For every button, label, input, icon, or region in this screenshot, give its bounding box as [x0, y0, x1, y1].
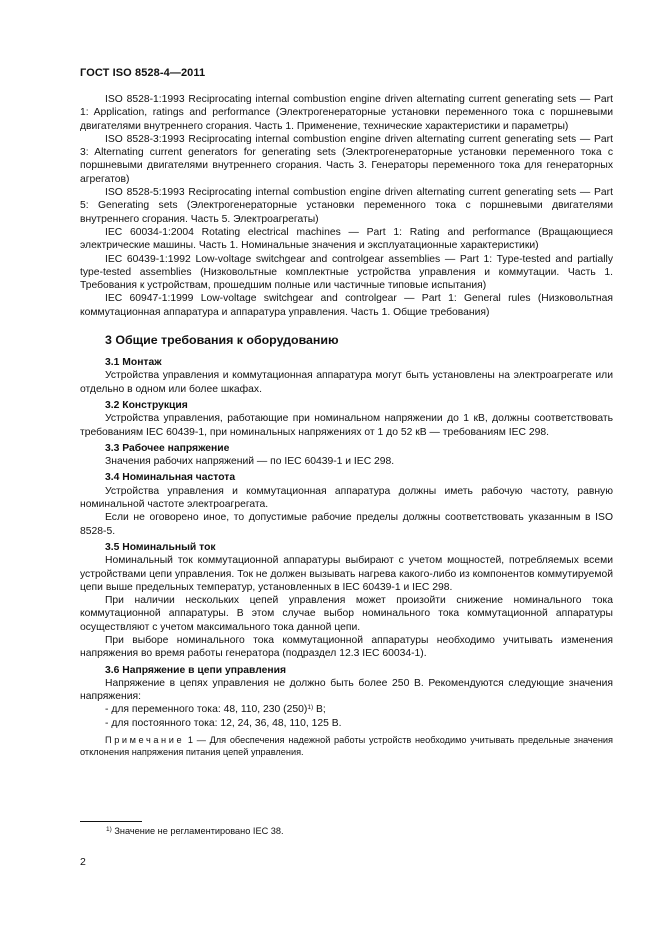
section-3-heading: 3 Общие требования к оборудованию — [105, 333, 339, 348]
subsection-3-4-text-2: Если не оговорено иное, то допустимые рабочие пределы должны соответствовать указанным в ISO 8528-5. — [80, 512, 613, 537]
page-number: 2 — [80, 856, 86, 868]
reference-iec-60947-1: IEC 60947-1:1999 Low-voltage switchgear and controlgear — Part 1: General rules (Низковольтная коммутационная аппаратура и аппаратура управления. Часть 1. Общие требования) — [80, 293, 613, 318]
subsection-3-1-text: Устройства управления и коммутационная аппаратура могут быть установлены на электроагрегате или отдельно в одном или более шкафах. — [80, 370, 613, 395]
subsection-3-2-heading: 3.2 Конструкция — [105, 399, 188, 411]
note-label: Примечание — [105, 735, 185, 746]
subsection-3-5-text-1: Номинальный ток коммутационной аппаратуры выбирают с учетом мощностей, потребляемых всеми устройствами цепи управления. Ток не должен вызывать нагрева какого-либо из компонентов коммутируемой цепи выше предельных температур, установленных в IEC 60439-1 и IEC 298. — [80, 555, 613, 593]
footnote — [106, 826, 284, 836]
subsection-3-5-text-3: При выборе номинального тока коммутационной аппаратуры необходимо учитывать изменения напряжения во время работы генератора (подраздел 12.3 IEC 60034-1). — [80, 634, 613, 660]
note-text: 1 — Для обеспечения надежной работы устройств необходимо учитывать предельные значения отклонения напряжения питания цепей управления. — [80, 735, 613, 758]
subsection-3-5-text-2: При наличии нескольких цепей управления может произойти снижение номинального тока коммутационной аппаратуры. В этом случае выбор номинального тока коммутационной аппаратуры осуществляют с учетом максимального тока данной цепи. — [80, 595, 613, 633]
subsection-3-4-text-1: Устройства управления и коммутационная аппаратура должны иметь рабочую частоту, равную номинальной частоте электроагрегата. — [80, 485, 613, 511]
document-header: ГОСТ ISO 8528-4—2011 — [80, 67, 206, 79]
voltage-list — [80, 703, 613, 730]
subsection-3-5-heading: 3.5 Номинальный ток — [105, 541, 216, 553]
document-body — [80, 93, 613, 758]
subsection-3-4-heading: 3.4 Номинальная частота — [105, 472, 236, 484]
reference-iso-8528-3: ISO 8528-3:1993 Reciprocating internal combustion engine driven alternating current generating sets — Part 3: Alternating current generators for generating sets (Электрогенераторные установки переменного тока с поршневыми двигателями внутреннего сгорания. Часть 3. Генераторы переменного тока для генераторных агрегатов) — [80, 133, 613, 185]
footnote-mark: 1) — [106, 826, 112, 833]
reference-iso-8528-5: ISO 8528-5:1993 Reciprocating internal combustion engine driven alternating current generating sets — Part 5: Generating sets (Электрогенераторные установки переменного тока с поршневыми двигателями внутреннего сгорания. Часть 5. Электроагрегаты) — [80, 187, 613, 225]
subsection-3-1-heading: 3.1 Монтаж — [105, 357, 162, 369]
note-1 — [80, 734, 613, 758]
subsection-3-3-heading: 3.3 Рабочее напряжение — [105, 442, 230, 454]
footnote-divider — [80, 821, 142, 822]
voltage-list-item-dc: - для постоянного тока: 12, 24, 36, 48, 110, 125 В. — [105, 717, 342, 729]
voltage-list-item-ac: - для переменного тока: 48, 110, 230 $(250)^{1)}$ В; — [105, 704, 326, 716]
reference-iso-8528-1: ISO 8528-1:1993 Reciprocating internal combustion engine driven alternating current generating sets — Part 1: Application, ratings and performance (Электрогенераторные установки переменного тока с поршневыми двигателями внутреннего сгорания. Часть 1. Применение, технические характеристики и параметры) — [80, 94, 613, 132]
subsection-3-2-text: Устройства управления, работающие при номинальном напряжении до 1 кВ, должны соответствовать требованиям IEC 60439-1, при номинальных напряжениях от 1 до 52 кВ — требованиям IEC 298. — [80, 413, 613, 438]
reference-iec-60439-1: IEC 60439-1:1992 Low-voltage switchgear and controlgear assemblies — Part 1: Type-tested and partially type-tested assemblies (Низковольтные комплектные устройства управления и коммутации. Часть 1. Требования к устройствам, прошедшим полные или частичные типовые испытания) — [80, 253, 613, 292]
subsection-3-6-heading: 3.6 Напряжение в цепи управления — [105, 664, 287, 676]
footnote-reference: 1) — [307, 704, 314, 712]
footnote-text: Значение не регламентировано IEC 38. — [114, 826, 284, 836]
reference-iec-60034-1: IEC 60034-1:2004 Rotating electrical machines — Part 1: Rating and performance (Вращающиеся электрические машины. Часть 1. Номинальные значения и эксплуатационные характеристики) — [80, 226, 613, 252]
subsection-3-3-text: Значения рабочих напряжений — по IEC 60439-1 и IEC 298. — [105, 456, 395, 468]
subsection-3-6-text: Напряжение в цепях управления не должно быть более 250 В. Рекомендуются следующие значения напряжения: — [80, 677, 613, 703]
